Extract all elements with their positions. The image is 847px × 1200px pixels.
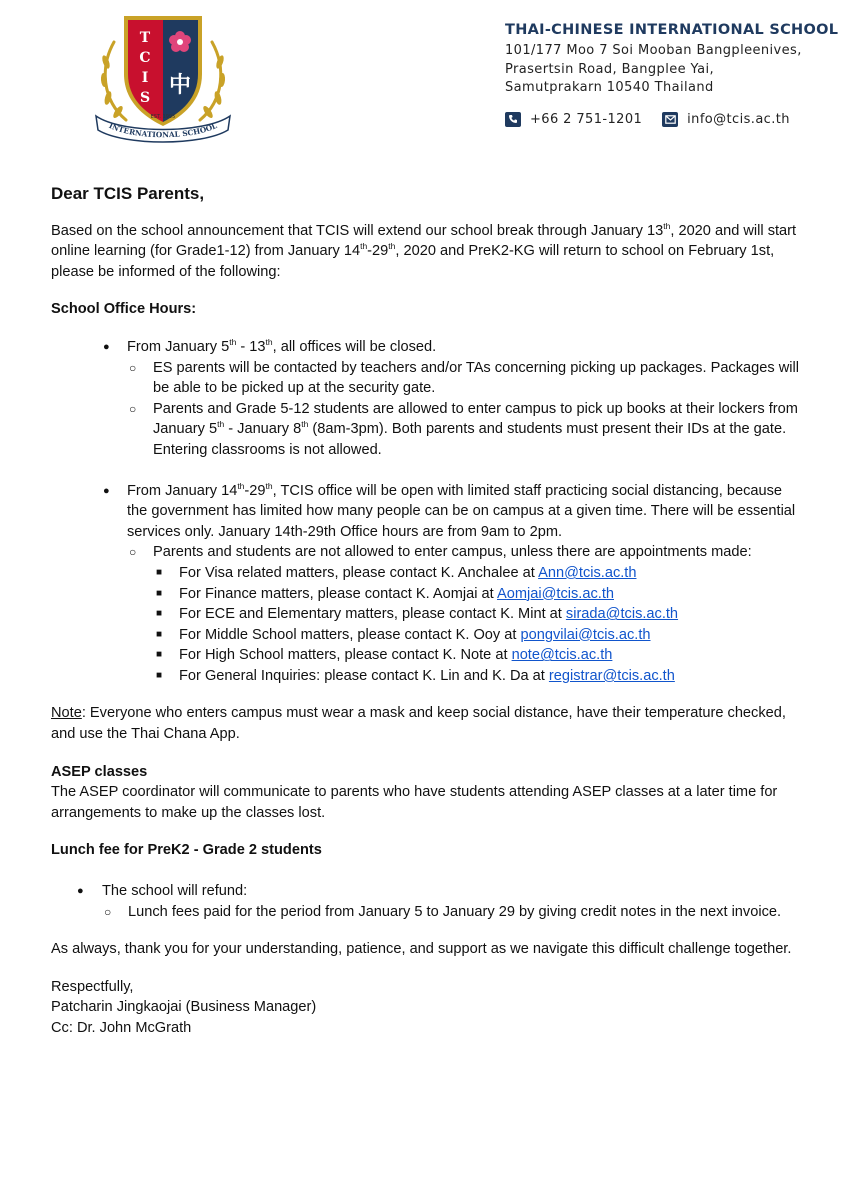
ordinal: th [265,337,273,348]
phone-icon [505,112,521,127]
logo-letter-t: T [139,30,151,46]
item-text: Parents and students are not allowed to enter campus, unless there are appointments made: [153,544,752,561]
address-line: Prasertsin Road, Bangplee Yai, [505,61,715,77]
intro-paragraph [51,221,801,283]
list-item [51,881,801,922]
contact-email[interactable]: info@tcis.ac.th [687,111,790,127]
contact-row [505,112,835,127]
ordinal: th [301,419,309,430]
sub-list [127,358,801,461]
item-text: , all offices will be closed. [272,338,437,355]
item-text: - 13 [236,338,266,355]
contact-text: For Visa related matters, please contact K. Anchalee at [179,564,539,581]
contact-text: For ECE and Elementary matters, please contact K. Mint at [179,606,566,623]
item-text: The school will refund: [102,883,248,900]
office-hours-list-2 [51,481,801,687]
email-link-middle-school[interactable]: pongvilai@tcis.ac.th [520,626,651,643]
intro-text: , 2020 and PreK2-KG will return to school on February 1st, please be informed of the following: [51,243,775,280]
list-item [51,481,801,687]
phone-number[interactable]: +66 2 751-1201 [530,111,643,127]
ordinal: th [360,241,368,252]
email-link-visa[interactable]: Ann@tcis.ac.th [538,564,637,581]
tcis-logo [92,12,234,146]
contact-list [153,563,801,687]
closing-paragraph: As always, thank you for your understanding, patience, and support as we navigate this difficult challenge together. [51,941,792,958]
note-label: Note [51,705,82,722]
mail-icon [662,112,678,127]
contact-text: For High School matters, please contact K. Note at [179,647,512,664]
item-text: From January 5 [127,338,230,355]
note-text: : Everyone who enters campus must wear a mask and keep social distance, have their temperature checked, and use the Thai Chana App. [51,705,786,743]
contact-item-finance [153,584,801,605]
logo-est: EST. 1995 [150,114,176,120]
contact-item-middle-school [153,625,801,646]
item-text: - January 8 [224,421,302,438]
item-text: Parents and Grade 5-12 students are allowed to enter campus to pick up books at their lockers from January 5 [153,400,798,438]
sub-list-item: ○ ES parents will be contacted by teachers and/or TAs concerning picking up packages. Packages will be able to be picked up at the security gate. [127,358,801,399]
asep-paragraph: The ASEP coordinator will communicate to parents who have students attending ASEP classes at a later time for arrangements to make up the classes lost. [51,784,778,821]
logo-chinese-char: 中 [168,73,192,98]
email-link-general[interactable]: registrar@tcis.ac.th [548,667,675,684]
email-link-high-school[interactable]: note@tcis.ac.th [511,647,613,664]
contact-item-visa [153,563,801,584]
contact-text: For Middle School matters, please contact K. Ooy at [179,626,521,643]
ordinal: th [388,241,396,252]
signer: Patcharin Jingkaojai (Business Manager) [51,999,317,1016]
letter-body [51,184,801,1039]
office-hours-heading: School Office Hours: [51,301,197,318]
ordinal: th [217,419,225,430]
logo-letter-c: C [139,50,151,66]
contact-item-high-school [153,645,801,666]
item-text: -29 [244,482,266,499]
lunch-heading: Lunch fee for PreK2 - Grade 2 students [51,842,322,859]
item-text: From January 14 [127,482,238,499]
item-text: , TCIS office will be open with limited staff practicing social distancing, because the government has limited how many people can be on campus at a given time. There will be essential services only. January 14th-29th Office hours are from 9am to 2pm. [127,482,796,540]
contact-text: For Finance matters, please contact K. Aomjai at [179,585,497,602]
intro-text: -29 [367,243,389,260]
address-line: 101/177 Moo 7 Soi Mooban Bangpleenives, [505,43,802,58]
ordinal: th [265,480,273,491]
list-item [51,337,801,461]
email-link-elementary[interactable]: sirada@tcis.ac.th [565,606,679,623]
address-line: Samutprakarn 10540 Thailand [505,80,714,95]
ordinal: th [663,220,671,231]
logo-ribbon: INTERNATIONAL SCHOOL [107,120,219,140]
ordinal: th [237,480,245,491]
note-paragraph [51,703,801,744]
school-info [505,22,839,127]
logo-letter-s: S [139,90,151,106]
logo-letter-i: I [141,70,149,86]
intro-text: , 2020 and will start online learning (for Grade1-12) from January 14 [51,222,797,260]
sub-list-item [127,542,801,686]
sub-list-item: ○ Lunch fees paid for the period from January 5 to January 29 by giving credit notes in the next invoice. [102,902,801,923]
item-text: (8am-3pm). Both parents and students must present their IDs at the gate. Entering classrooms is not allowed. [153,421,787,458]
signoff: Respectfully, [51,978,134,995]
email-link-finance[interactable]: Aomjai@tcis.ac.th [496,585,614,602]
contact-text: For General Inquiries: please contact K. Lin and K. Da at [179,667,549,684]
greeting: Dear TCIS Parents, [51,184,205,203]
contact-item-elementary [153,604,801,625]
ordinal: th [229,337,237,348]
asep-heading: ASEP classes [51,763,148,780]
sub-list [127,542,801,686]
cc-line: Cc: Dr. John McGrath [51,1020,192,1036]
sub-list-item [127,399,801,461]
school-address [505,42,835,98]
office-hours-list [51,337,801,461]
sub-list [102,902,801,923]
contact-item-general [153,666,801,687]
school-name: THAI-CHINESE INTERNATIONAL SCHOOL [505,22,839,38]
lunch-list [51,881,801,922]
intro-text: Based on the school announcement that TCIS will extend our school break through January 13 [51,222,664,239]
